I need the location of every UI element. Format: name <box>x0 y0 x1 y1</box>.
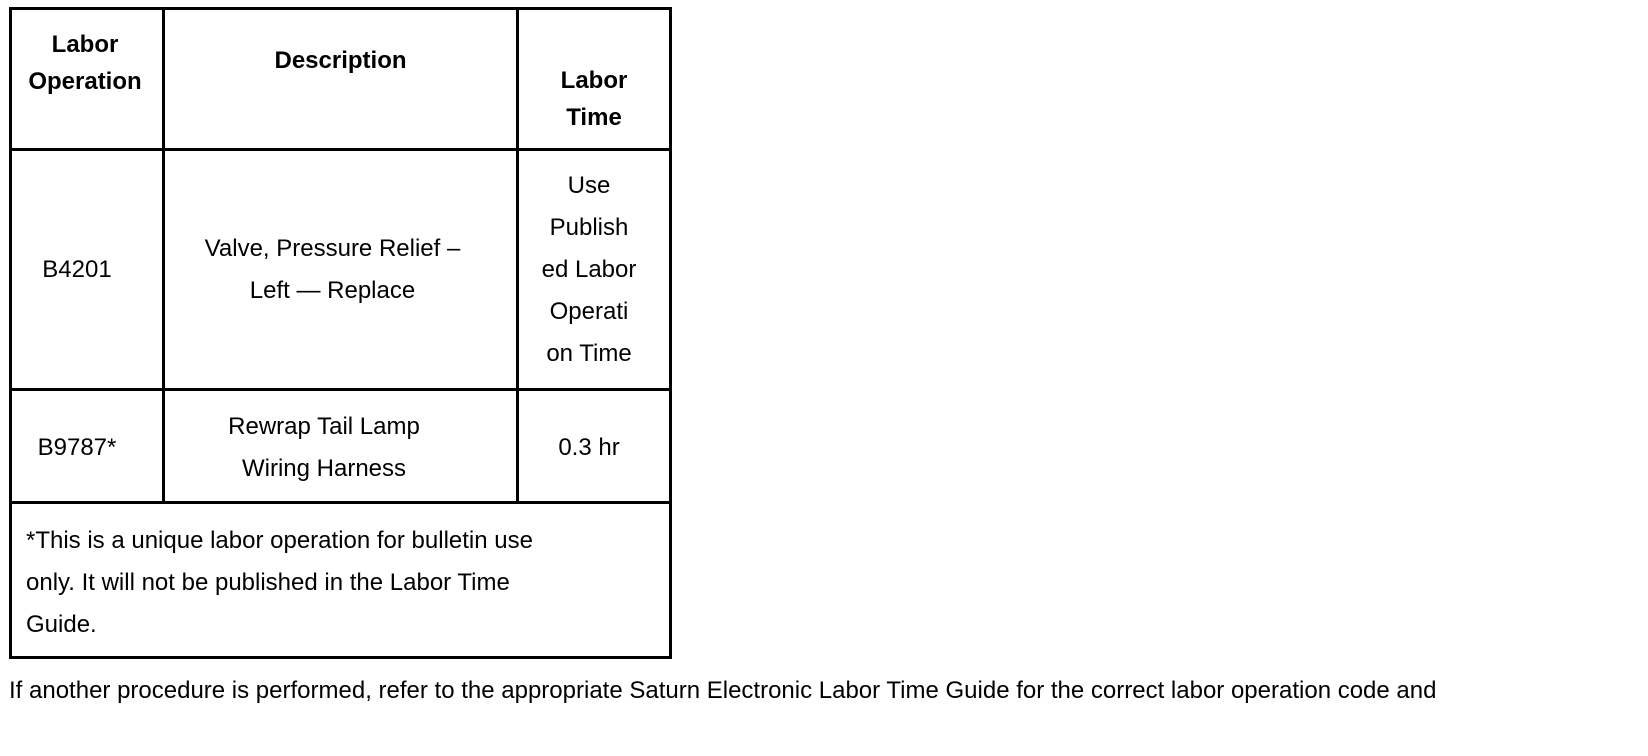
header-description-label: Description <box>274 47 407 74</box>
row-1-description-line-2: Left — Replace <box>249 277 416 304</box>
table-row-1-operation <box>12 249 142 291</box>
footnote-line-3: Guide. <box>26 611 97 638</box>
header-description <box>165 42 516 79</box>
table-footnote <box>26 520 626 646</box>
row-1-time-line-2: Publish <box>549 214 629 241</box>
row-2-description-line-1: Rewrap Tail Lamp <box>228 413 420 440</box>
table-row-2-description <box>165 406 483 490</box>
row-2-description-line-2: Wiring Harness <box>241 455 407 482</box>
row-1-time-line-1: Use <box>567 172 611 199</box>
row-1-operation-code: B4201 <box>42 256 112 283</box>
row-2-operation-code: B9787* <box>37 434 117 461</box>
table-row-2-time <box>519 427 659 469</box>
table-row-1-time <box>519 165 659 375</box>
footnote-line-2: only. It will not be published in the Labor Time <box>26 569 510 596</box>
row-divider-row1 <box>12 388 669 391</box>
row-divider-row2 <box>12 501 669 504</box>
row-2-time-value: 0.3 hr <box>558 434 620 461</box>
labor-operation-table <box>9 7 672 659</box>
header-labor-time-line-1: Labor <box>560 67 628 94</box>
header-labor-operation-line-2: Operation <box>28 68 142 95</box>
table-row-1-description <box>165 228 500 312</box>
footnote-line-1: *This is a unique labor operation for bulletin use <box>26 527 533 554</box>
header-labor-operation-line-1: Labor <box>51 31 119 58</box>
footer-instruction-text: If another procedure is performed, refer to the appropriate Saturn Electronic Labor Time Guide for the correct labor operation code and <box>9 677 1437 704</box>
row-1-description-line-1: Valve, Pressure Relief – <box>204 235 461 262</box>
table-row-2-operation <box>12 427 142 469</box>
header-labor-time <box>519 62 669 136</box>
row-1-time-line-5: on Time <box>546 340 632 367</box>
row-divider-header <box>12 148 669 151</box>
header-labor-time-line-2: Time <box>566 104 622 131</box>
row-1-time-line-4: Operati <box>549 298 629 325</box>
header-labor-operation <box>20 26 150 100</box>
row-1-time-line-3: ed Labor <box>541 256 637 283</box>
